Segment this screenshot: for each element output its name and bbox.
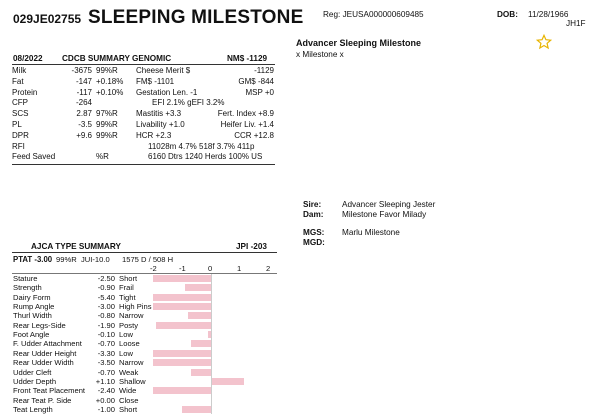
trait-row (13, 293, 278, 303)
summary-cell: -147 (75, 76, 92, 86)
scale-tick-label: 1 (237, 264, 242, 273)
trait-value: -1.90 (97, 320, 115, 330)
daughter-herd-counts: 1575 D / 508 H (122, 255, 174, 264)
trait-name: Rear Legs-Side (13, 320, 66, 330)
summary-cell: EFI 2.1% gEFI 3.2% (152, 98, 225, 108)
summary-cell: FM$ -1101 (136, 76, 175, 86)
trait-value: +0.00 (95, 395, 115, 405)
trait-bar (153, 350, 211, 357)
trait-bar (153, 303, 211, 310)
summary-row (12, 66, 277, 76)
pedigree-label: MGD: (303, 238, 325, 247)
trait-row (13, 349, 278, 359)
trait-name: Front Teat Placement (13, 386, 86, 396)
jpi-value: JPI -203 (236, 242, 267, 251)
trait-row (13, 405, 278, 415)
trait-bar (182, 406, 211, 413)
summary-row (12, 131, 277, 141)
summary-cell: Protein (12, 87, 38, 97)
trait-name: Udder Depth (13, 376, 57, 386)
summary-row (12, 109, 277, 119)
trait-name: Rear Teat P. Side (13, 395, 72, 405)
trait-name: Teat Length (13, 404, 53, 414)
trait-value: -0.70 (97, 339, 115, 349)
summary-cell: 2.87 (76, 109, 92, 119)
trait-bar (153, 387, 211, 394)
summary-cell: 6160 Dtrs 1240 Herds 100% US (148, 152, 263, 162)
summary-cell: 99%R (96, 120, 118, 129)
nm-dollar: NM$ -1129 (227, 54, 268, 63)
trait-descriptor: Posty (119, 320, 138, 330)
ptat-value: PTAT -3.00 (13, 255, 53, 264)
trait-row (13, 274, 278, 284)
trait-row (13, 339, 278, 349)
zero-axis (211, 274, 212, 414)
summary-date: 08/2022 (13, 54, 43, 63)
trait-row (13, 321, 278, 331)
summary-cell: Heifer Liv. +1.4 (220, 120, 274, 129)
summary-cell: 97%R (96, 109, 118, 119)
trait-descriptor: Low (119, 330, 133, 340)
jui-value: JUI-10.0 (81, 255, 110, 264)
dob-label: DOB: (497, 10, 518, 19)
animal-name: SLEEPING MILESTONE (88, 7, 304, 28)
trait-value: -3.00 (97, 302, 115, 312)
trait-value: -0.80 (97, 311, 115, 321)
summary-cell: -117 (76, 87, 92, 97)
summary-cell: GM$ -844 (238, 76, 274, 86)
scale-tick-label: 2 (266, 264, 271, 273)
summary-row (12, 142, 277, 152)
type-summary-title: AJCA TYPE SUMMARY (31, 242, 121, 251)
registration-id: 029JE02755 (13, 12, 82, 26)
trait-value: -3.30 (97, 348, 115, 358)
pedigree-subtitle: x Milestone x (296, 50, 344, 59)
summary-cell: 99%R (96, 66, 118, 75)
summary-cell: Gestation Len. -1 (136, 87, 198, 97)
trait-descriptor: Narrow (119, 311, 144, 321)
summary-row (12, 152, 277, 162)
scale-tick-label: -2 (150, 264, 157, 273)
trait-row (13, 386, 278, 396)
trait-bar (191, 369, 211, 376)
summary-row (12, 77, 277, 87)
summary-cell: MSP +0 (245, 87, 274, 97)
trait-name: Rear Udder Height (13, 348, 77, 358)
trait-name: Foot Angle (13, 330, 50, 340)
summary-cell: 11028m 4.7% 518f 3.7% 411p (148, 141, 255, 151)
star-outline-icon[interactable] (536, 34, 552, 50)
trait-name: Stature (13, 274, 38, 283)
scale-tick-label: 0 (208, 264, 213, 273)
trait-bar (191, 340, 211, 347)
dob-value: 11/28/1966 (528, 10, 569, 19)
pedigree-value: Advancer Sleeping Jester (342, 200, 436, 209)
trait-descriptor: Loose (119, 339, 140, 349)
trait-descriptor: Frail (119, 283, 134, 293)
summary-cell: -3675 (71, 66, 92, 75)
trait-name: Rear Udder Width (13, 358, 74, 368)
pedigree-label: Dam: (303, 210, 324, 219)
pedigree-label: MGS: (303, 228, 325, 237)
trait-value: -1.00 (97, 404, 115, 414)
trait-descriptor: High Pins (119, 302, 152, 312)
trait-row (13, 396, 278, 406)
trait-descriptor: Weak (119, 367, 139, 377)
trait-descriptor: Narrow (119, 358, 144, 368)
trait-bar (185, 284, 211, 291)
summary-cell: SCS (12, 109, 29, 119)
summary-cell: %R (96, 152, 109, 162)
ptat-reliability: 99%R (56, 255, 77, 264)
reg-label: Reg: JEUSA000000609485 (323, 10, 424, 19)
trait-bar (153, 275, 211, 282)
trait-name: Strength (13, 283, 42, 293)
full-name-title: Advancer Sleeping Milestone (296, 38, 422, 48)
trait-name: F. Udder Attachment (13, 339, 82, 349)
summary-title: CDCB SUMMARY GENOMIC (62, 54, 172, 63)
trait-value: -2.40 (97, 386, 115, 396)
trait-value: -0.10 (97, 330, 115, 340)
trait-value: -3.50 (97, 358, 115, 368)
trait-name: Rump Angle (13, 302, 55, 312)
trait-descriptor: Wide (119, 386, 137, 396)
trait-descriptor: Shallow (119, 376, 146, 386)
summary-cell: DPR (12, 130, 29, 140)
trait-row (13, 283, 278, 293)
trait-descriptor: Short (119, 404, 138, 414)
trait-row (13, 302, 278, 312)
summary-row (12, 120, 277, 130)
trait-bar (156, 322, 211, 329)
trait-name: Udder Cleft (13, 367, 52, 377)
summary-cell: Livability +1.0 (136, 120, 185, 129)
trait-bar (212, 378, 244, 385)
summary-cell: Feed Saved (12, 152, 56, 162)
summary-cell: +0.18% (96, 76, 124, 86)
pedigree-label: Sire: (303, 200, 322, 209)
pedigree-value: Marlu Milestone (342, 228, 400, 237)
trait-descriptor: Tight (119, 292, 136, 302)
summary-cell: +9.6 (76, 130, 92, 140)
trait-descriptor: Close (119, 395, 139, 405)
summary-cell: Mastitis +3.3 (136, 109, 182, 119)
trait-row (13, 358, 278, 368)
trait-bar (153, 294, 211, 301)
trait-value: +1.10 (95, 376, 115, 386)
summary-cell: 99%R (96, 130, 118, 140)
trait-value: -2.50 (97, 274, 115, 283)
trait-value: -0.90 (97, 283, 115, 293)
summary-cell: Fat (12, 76, 24, 86)
summary-cell: -3.5 (78, 120, 92, 129)
summary-cell: Milk (12, 66, 27, 75)
trait-row (13, 368, 278, 378)
summary-row (12, 98, 277, 108)
summary-cell: CCR +12.8 (234, 130, 274, 140)
reg-value: JEUSA000000609485 (342, 10, 424, 19)
trait-name: Thurl Width (13, 311, 52, 321)
summary-cell: -264 (75, 98, 92, 108)
summary-cell: Cheese Merit $ (136, 66, 191, 75)
summary-cell: Fert. Index +8.9 (217, 109, 274, 119)
summary-cell: +0.10% (96, 87, 124, 97)
trait-name: Dairy Form (13, 292, 51, 302)
summary-cell: CFP (12, 98, 28, 108)
pedigree-value: Milestone Favor Milady (342, 210, 427, 219)
summary-cell: RFI (12, 141, 25, 151)
trait-bar (188, 312, 211, 319)
summary-row (12, 88, 277, 98)
trait-descriptor: Low (119, 348, 133, 358)
trait-value: -0.70 (97, 367, 115, 377)
trait-descriptor: Short (119, 274, 138, 283)
trait-row (13, 311, 278, 321)
trait-value: -5.40 (97, 292, 115, 302)
scale-tick-label: -1 (179, 264, 186, 273)
summary-cell: PL (12, 120, 22, 129)
genotype-code: JH1F (566, 19, 586, 28)
summary-cell: -1129 (254, 66, 274, 75)
trait-bar (153, 359, 211, 366)
summary-cell: HCR +2.3 (136, 130, 172, 140)
trait-row (13, 330, 278, 340)
